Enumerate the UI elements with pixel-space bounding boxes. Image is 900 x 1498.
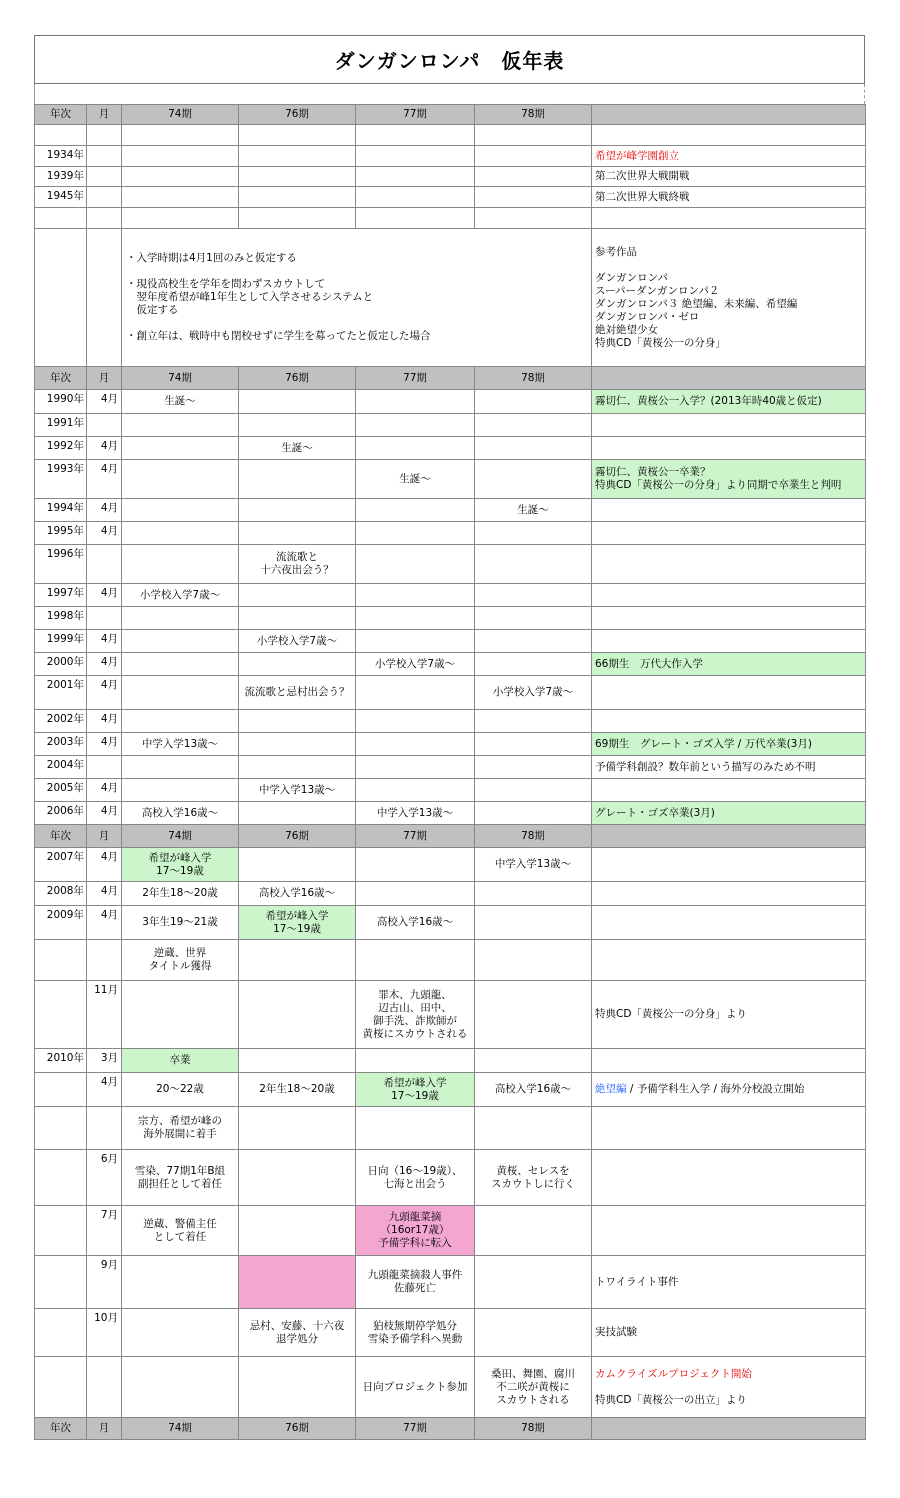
cohort-74-cell: 中学入学13歳～ [122,733,239,756]
table-row [35,414,866,437]
cohort-78-cell [475,882,592,906]
cohort-78-cell [475,414,592,437]
cohort-74-cell [122,981,239,1049]
cohort-77-cell [356,940,475,981]
cohort-76-cell [239,390,356,414]
note-cell: 霧切仁、黄桜公一卒業？ 特典CD「黄桜公一の分身」より同期で卒業生と判明 [592,460,866,499]
month-cell: 7月 [87,1206,122,1256]
header-78: 78期 [475,105,592,125]
cohort-76-cell [239,756,356,779]
cohort-78-cell [475,1107,592,1150]
cohort-76-cell [239,1256,356,1309]
year-cell: 1995年 [35,522,87,545]
note-cell: トワイライト事件 [592,1256,866,1309]
month-cell: 4月 [87,676,122,710]
cohort-78-cell [475,779,592,802]
year-cell: 1992年 [35,437,87,460]
year-cell [35,1150,87,1206]
cohort-74-cell: 20～22歳 [122,1073,239,1107]
header-notes [592,105,866,125]
year-cell [35,1107,87,1150]
table-row [35,710,866,733]
year-cell: 2007年 [35,848,87,882]
cohort-77-cell: 日向（16～19歳）、 七海と出会う [356,1150,475,1206]
cohort-74-cell [122,499,239,522]
cohort-74-cell [122,607,239,630]
month-cell: 4月 [87,390,122,414]
year-cell: 2008年 [35,882,87,906]
note-cell [592,1049,866,1073]
month-cell [87,1357,122,1418]
cohort-78-cell [475,607,592,630]
table-row [35,146,866,167]
cohort-77-cell: 生誕～ [356,460,475,499]
year-cell [35,1309,87,1357]
cohort-77-cell [356,710,475,733]
header-74: 74期 [122,825,239,848]
table-row [35,802,866,825]
cohort-76-cell: 忌村、安藤、十六夜 退学処分 [239,1309,356,1357]
cohort-76-cell [239,1049,356,1073]
month-cell: 4月 [87,437,122,460]
cohort-74-cell: 小学校入学7歳～ [122,584,239,607]
year-cell: 1997年 [35,584,87,607]
header-74: 74期 [122,105,239,125]
cohort-77-cell: 罪木、九頭龍、 辺古山、田中、 御手洗、詐欺師が 黄桜にスカウトされる [356,981,475,1049]
cohort-77-cell: 高校入学16歳～ [356,906,475,940]
cohort-76-cell [239,1206,356,1256]
cohort-76-cell: 2年生18～20歳 [239,1073,356,1107]
page-title: ダンガンロンパ 仮年表 [34,35,865,84]
table-row [35,1073,866,1107]
header-77: 77期 [356,825,475,848]
cohort-78-cell [475,390,592,414]
cohort-78-cell [475,1309,592,1357]
cohort-76-cell [239,733,356,756]
year-cell: 1990年 [35,390,87,414]
month-cell: 4月 [87,882,122,906]
table-row [35,676,866,710]
cohort-74-cell: 雪染、77期1年B組 副担任として着任 [122,1150,239,1206]
cohort-77-cell [356,882,475,906]
note-cell [592,848,866,882]
cohort-74-cell [122,653,239,676]
header-77: 77期 [356,1418,475,1440]
year-cell [35,981,87,1049]
table-row [35,545,866,584]
note-cell: 特典CD「黄桜公一の分身」より [592,981,866,1049]
header-row [35,367,866,390]
cohort-74-cell [122,676,239,710]
header-77: 77期 [356,367,475,390]
note-cell: グレート・ゴズ卒業(3月) [592,802,866,825]
year-cell: 1945年 [35,187,87,208]
month-cell: 4月 [87,779,122,802]
table-row [35,1309,866,1357]
table-row [35,522,866,545]
note-part-b: / 予備学科生入学 / 海外分校設立開始 [626,1083,805,1095]
month-cell: 11月 [87,981,122,1049]
cohort-77-cell [356,756,475,779]
note-cell [592,1357,866,1418]
note-cell [592,940,866,981]
year-cell: 1996年 [35,545,87,584]
header-year: 年次 [35,1418,87,1440]
cohort-76-cell: 生誕～ [239,437,356,460]
table-row [35,981,866,1049]
cohort-77-cell: 日向プロジェクト参加 [356,1357,475,1418]
note-cell [592,906,866,940]
intro-row [35,229,866,367]
month-cell: 3月 [87,1049,122,1073]
spacer-row [34,84,865,104]
cohort-77-cell [356,630,475,653]
cohort-74-cell [122,460,239,499]
cohort-78-cell [475,940,592,981]
table-row [35,187,866,208]
note-cell: 第二次世界大戦終戦 [592,187,866,208]
cohort-76-cell: 高校入学16歳～ [239,882,356,906]
cohort-78-cell [475,545,592,584]
note-cell [592,630,866,653]
month-cell: 4月 [87,460,122,499]
note-cell [592,1206,866,1256]
cohort-76-cell: 流流歌と忌村出会う？ [239,676,356,710]
cohort-78-cell [475,710,592,733]
cohort-74-cell: 卒業 [122,1049,239,1073]
year-cell: 2000年 [35,653,87,676]
table-row [35,390,866,414]
note-cell [592,676,866,710]
note-cell [592,1150,866,1206]
cohort-77-cell: 九頭龍菜摘 （16or17歳） 予備学科に転入 [356,1206,475,1256]
assumptions-text: ・入学時期は4月1回のみと仮定する ・現役高校生を学年を問わずスカウトして 翌年度希望が峰1年生として入学させるシステムと 仮定する ・創立年は、戦時中も閉校せずに学生を募ってたと仮定した場合 [122,229,592,367]
year-cell: 2004年 [35,756,87,779]
month-cell: 4月 [87,733,122,756]
note-cell [592,545,866,584]
cohort-78-cell: 生誕～ [475,499,592,522]
year-cell: 2003年 [35,733,87,756]
month-cell: 4月 [87,906,122,940]
year-cell [35,1073,87,1107]
cohort-76-cell [239,1357,356,1418]
cohort-77-cell [356,779,475,802]
note-cell [592,710,866,733]
reference-works: 参考作品 ダンガンロンパ スーパーダンガンロンパ２ ダンガンロンパ３ 絶望編、未来編、希望編 ダンガンロンパ・ゼロ 絶対絶望少女 特典CD「黄桜公一の分身」 [592,229,866,367]
year-cell [35,125,87,146]
table-row [35,1150,866,1206]
year-cell: 1991年 [35,414,87,437]
month-cell: 4月 [87,499,122,522]
cohort-74-cell [122,1256,239,1309]
section-1990s [35,390,866,825]
cohort-77-cell [356,390,475,414]
cohort-74-cell [122,779,239,802]
note-cell: 霧切仁、黄桜公一入学？(2013年時40歳と仮定) [592,390,866,414]
cohort-76-cell [239,1150,356,1206]
table-row [35,167,866,187]
month-cell [87,545,122,584]
table-row [35,1049,866,1073]
cohort-78-cell [475,630,592,653]
year-cell: 2009年 [35,906,87,940]
cohort-77-cell [356,522,475,545]
cohort-78-cell [475,1206,592,1256]
cohort-74-cell [122,414,239,437]
cohort-76-cell [239,584,356,607]
cohort-76-cell [239,981,356,1049]
cohort-74-cell: 逆蔵、世界 タイトル獲得 [122,940,239,981]
note-part-b: 特典CD「黄桜公一の出立」より [595,1393,747,1406]
cohort-77-cell [356,733,475,756]
cohort-76-cell: 小学校入学7歳～ [239,630,356,653]
header-notes [592,825,866,848]
note-cell: 予備学科創設？数年前という描写のみため不明 [592,756,866,779]
cohort-74-cell [122,522,239,545]
cohort-78-cell: 黄桜、セレスを スカウトしに行く [475,1150,592,1206]
month-cell [87,607,122,630]
cohort-74-cell: 3年生19～21歳 [122,906,239,940]
cohort-78-cell [475,437,592,460]
cohort-74-cell: 高校入学16歳～ [122,802,239,825]
table-row [35,460,866,499]
note-cell [592,882,866,906]
header-row [35,825,866,848]
note-part-a: カムクライズルプロジェクト開始 [595,1367,752,1380]
cohort-76-cell: 中学入学13歳～ [239,779,356,802]
cohort-77-cell [356,1107,475,1150]
table-row [35,584,866,607]
note-cell [592,414,866,437]
header-year: 年次 [35,825,87,848]
cohort-78-cell: 小学校入学7歳～ [475,676,592,710]
note-cell [592,1107,866,1150]
header-month: 月 [87,825,122,848]
cohort-77-cell: 中学入学13歳～ [356,802,475,825]
year-cell [35,1206,87,1256]
note-cell: 希望が峰学園創立 [592,146,866,167]
cohort-76-cell [239,522,356,545]
year-cell: 2002年 [35,710,87,733]
note-cell [592,1073,866,1107]
table-row [35,208,866,229]
year-cell [35,1256,87,1309]
cohort-74-cell: 2年生18～20歳 [122,882,239,906]
note-cell [592,437,866,460]
month-cell [87,1107,122,1150]
header-month: 月 [87,105,122,125]
cohort-74-cell [122,1309,239,1357]
table-row [35,630,866,653]
year-cell [35,940,87,981]
year-cell: 2005年 [35,779,87,802]
header-76: 76期 [239,105,356,125]
cohort-76-cell [239,460,356,499]
month-cell: 4月 [87,630,122,653]
header-78: 78期 [475,1418,592,1440]
header-notes [592,367,866,390]
month-cell: 6月 [87,1150,122,1206]
year-cell: 2010年 [35,1049,87,1073]
note-cell [592,522,866,545]
cohort-78-cell: 中学入学13歳～ [475,848,592,882]
cohort-78-cell [475,584,592,607]
month-cell: 4月 [87,710,122,733]
month-cell [87,940,122,981]
section-2007 [35,848,866,1418]
cohort-77-cell: 九頭龍菜摘殺人事件 佐藤死亡 [356,1256,475,1309]
table-row [35,1256,866,1309]
month-cell [87,414,122,437]
cohort-76-cell: 希望が峰入学 17～19歳 [239,906,356,940]
year-cell: 1934年 [35,146,87,167]
cohort-78-cell [475,653,592,676]
table-row [35,882,866,906]
cohort-78-cell [475,1256,592,1309]
table-row [35,499,866,522]
cohort-78-cell [475,522,592,545]
header-month: 月 [87,1418,122,1440]
note-cell: 実技試験 [592,1309,866,1357]
note-cell [592,584,866,607]
cohort-77-cell: 希望が峰入学 17～19歳 [356,1073,475,1107]
cohort-78-cell: 桑田、舞園、腐川 不二咲が黄桜に スカウトされる [475,1357,592,1418]
header-notes [592,1418,866,1440]
table-row [35,1107,866,1150]
cohort-77-cell [356,414,475,437]
header-76: 76期 [239,825,356,848]
table-row [35,653,866,676]
cohort-76-cell [239,414,356,437]
note-cell [592,499,866,522]
header-78: 78期 [475,825,592,848]
year-cell: 1994年 [35,499,87,522]
month-cell: 4月 [87,522,122,545]
header-78: 78期 [475,367,592,390]
cohort-74-cell: 希望が峰入学 17～19歳 [122,848,239,882]
year-cell: 2001年 [35,676,87,710]
cohort-77-cell [356,607,475,630]
table-row [35,756,866,779]
year-cell: 1993年 [35,460,87,499]
month-cell: 9月 [87,1256,122,1309]
cohort-77-cell [356,499,475,522]
header-month: 月 [87,367,122,390]
cohort-74-cell [122,630,239,653]
cohort-78-cell: 高校入学16歳～ [475,1073,592,1107]
table-row [35,607,866,630]
spreadsheet [34,35,865,1440]
cohort-78-cell [475,802,592,825]
header-77: 77期 [356,105,475,125]
table-row [35,733,866,756]
cohort-76-cell [239,802,356,825]
note-part-a: 絶望編 [595,1083,627,1095]
cohort-76-cell [239,940,356,981]
header-76: 76期 [239,367,356,390]
cohort-77-cell: 小学校入学7歳～ [356,653,475,676]
table-row [35,1206,866,1256]
note-cell [592,607,866,630]
timeline-table [34,104,866,1440]
note-cell [592,125,866,146]
note-cell: 66期生 万代大作入学 [592,653,866,676]
header-year: 年次 [35,367,87,390]
cohort-78-cell [475,981,592,1049]
cohort-74-cell [122,756,239,779]
cohort-77-cell [356,1049,475,1073]
cohort-74-cell: 宗方、希望が峰の 海外展開に着手 [122,1107,239,1150]
header-76: 76期 [239,1418,356,1440]
year-cell: 1999年 [35,630,87,653]
month-cell: 10月 [87,1309,122,1357]
cohort-76-cell [239,499,356,522]
cohort-77-cell [356,437,475,460]
note-cell: 69期生 グレート・ゴズ入学 / 万代卒業(3月) [592,733,866,756]
year-cell: 2006年 [35,802,87,825]
cohort-76-cell [239,607,356,630]
cohort-74-cell [122,710,239,733]
cohort-77-cell [356,848,475,882]
month-cell: 4月 [87,584,122,607]
header-row [35,1418,866,1440]
cohort-74-cell [122,437,239,460]
table-row [35,125,866,146]
cohort-78-cell [475,733,592,756]
cohort-77-cell [356,545,475,584]
cohort-76-cell: 流流歌と 十六夜出会う？ [239,545,356,584]
year-cell: 1939年 [35,167,87,187]
header-74: 74期 [122,367,239,390]
table-row [35,1357,866,1418]
month-cell: 4月 [87,1073,122,1107]
table-row [35,779,866,802]
year-cell: 1998年 [35,607,87,630]
header-74: 74期 [122,1418,239,1440]
cohort-78-cell [475,460,592,499]
cohort-77-cell: 狛枝無期停学処分 雪染予備学科へ異動 [356,1309,475,1357]
cohort-76-cell [239,710,356,733]
cohort-77-cell [356,584,475,607]
cohort-76-cell [239,653,356,676]
note-cell [592,779,866,802]
cohort-74-cell: 生誕～ [122,390,239,414]
cohort-76-cell [239,848,356,882]
table-row [35,906,866,940]
year-cell [35,1357,87,1418]
cohort-76-cell [239,1107,356,1150]
month-cell: 4月 [87,653,122,676]
cohort-78-cell [475,756,592,779]
header-year: 年次 [35,105,87,125]
note-cell: 第二次世界大戦開戦 [592,167,866,187]
month-cell [87,756,122,779]
cohort-77-cell [356,676,475,710]
table-row [35,940,866,981]
month-cell: 4月 [87,848,122,882]
header-row [35,105,866,125]
cohort-74-cell [122,1357,239,1418]
cohort-78-cell [475,906,592,940]
table-row [35,437,866,460]
cohort-74-cell [122,545,239,584]
cohort-74-cell: 逆蔵、警備主任 として着任 [122,1206,239,1256]
cohort-78-cell [475,1049,592,1073]
month-cell: 4月 [87,802,122,825]
table-row [35,848,866,882]
